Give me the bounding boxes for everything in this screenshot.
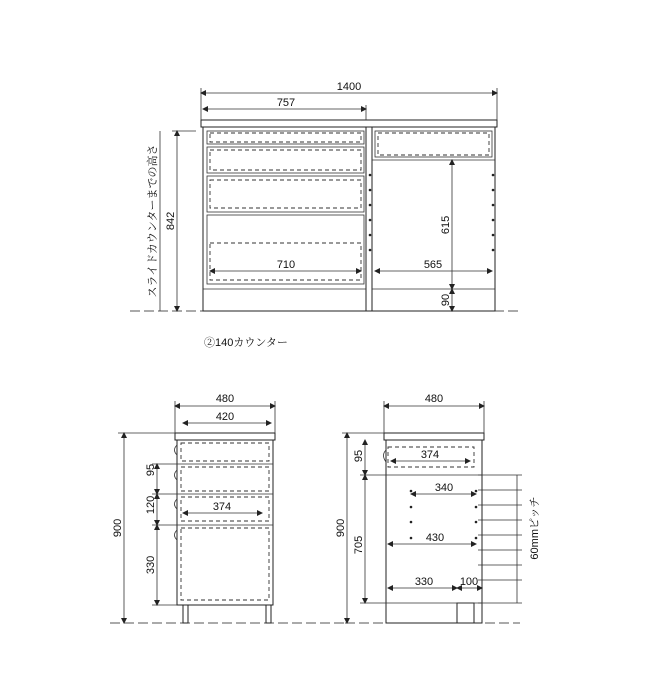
dim-right-height: 615: [440, 215, 452, 235]
counter-top: [384, 433, 484, 440]
pitch-ticks: [478, 475, 522, 603]
cabinet-body: [177, 440, 273, 605]
dim-drawer-depth: 374: [212, 501, 232, 513]
dim-inner: 420: [215, 411, 235, 423]
dim-depth: 480: [215, 393, 235, 405]
dim-height: 900: [112, 518, 124, 538]
counter-top: [201, 120, 497, 127]
drawer-panel: [207, 215, 364, 284]
dim-shelf-2: 430: [425, 532, 445, 544]
dim-top: 95: [353, 449, 365, 463]
shelf-pin-holes: [369, 174, 495, 252]
dim-height: 842: [165, 211, 177, 231]
dim-drawer-mid: 120: [145, 495, 157, 515]
dim-drawer-bottom: 330: [145, 555, 157, 575]
caption: ②140カウンター: [204, 337, 288, 349]
dim-depth: 480: [424, 393, 444, 405]
front-elevation: [130, 81, 520, 311]
dim-kick: 100: [459, 576, 479, 588]
height-label: スライドカウンターまでの高さ: [147, 144, 159, 298]
dim-drawer-top: 95: [145, 463, 157, 477]
dim-base: 90: [440, 293, 452, 307]
dim-width-total: 1400: [336, 81, 362, 93]
drawer-panel: [207, 147, 364, 173]
dim-drawer-width: 710: [276, 259, 296, 271]
dim-inner-height: 705: [353, 535, 365, 555]
dim-right-width: 565: [423, 259, 443, 271]
right-top-panel: [375, 131, 492, 157]
dim-left-width: 757: [276, 97, 296, 109]
dim-height: 900: [335, 518, 347, 538]
side-view-left: [110, 393, 345, 623]
side-view-right: [335, 393, 541, 623]
drawer-panel: [207, 176, 364, 212]
pitch-label: 60mmピッチ: [529, 496, 541, 560]
dim-drawer-depth: 374: [420, 449, 440, 461]
counter-top: [175, 433, 275, 440]
dim-shelf-3: 330: [414, 576, 434, 588]
dim-shelf-1: 340: [434, 482, 454, 494]
